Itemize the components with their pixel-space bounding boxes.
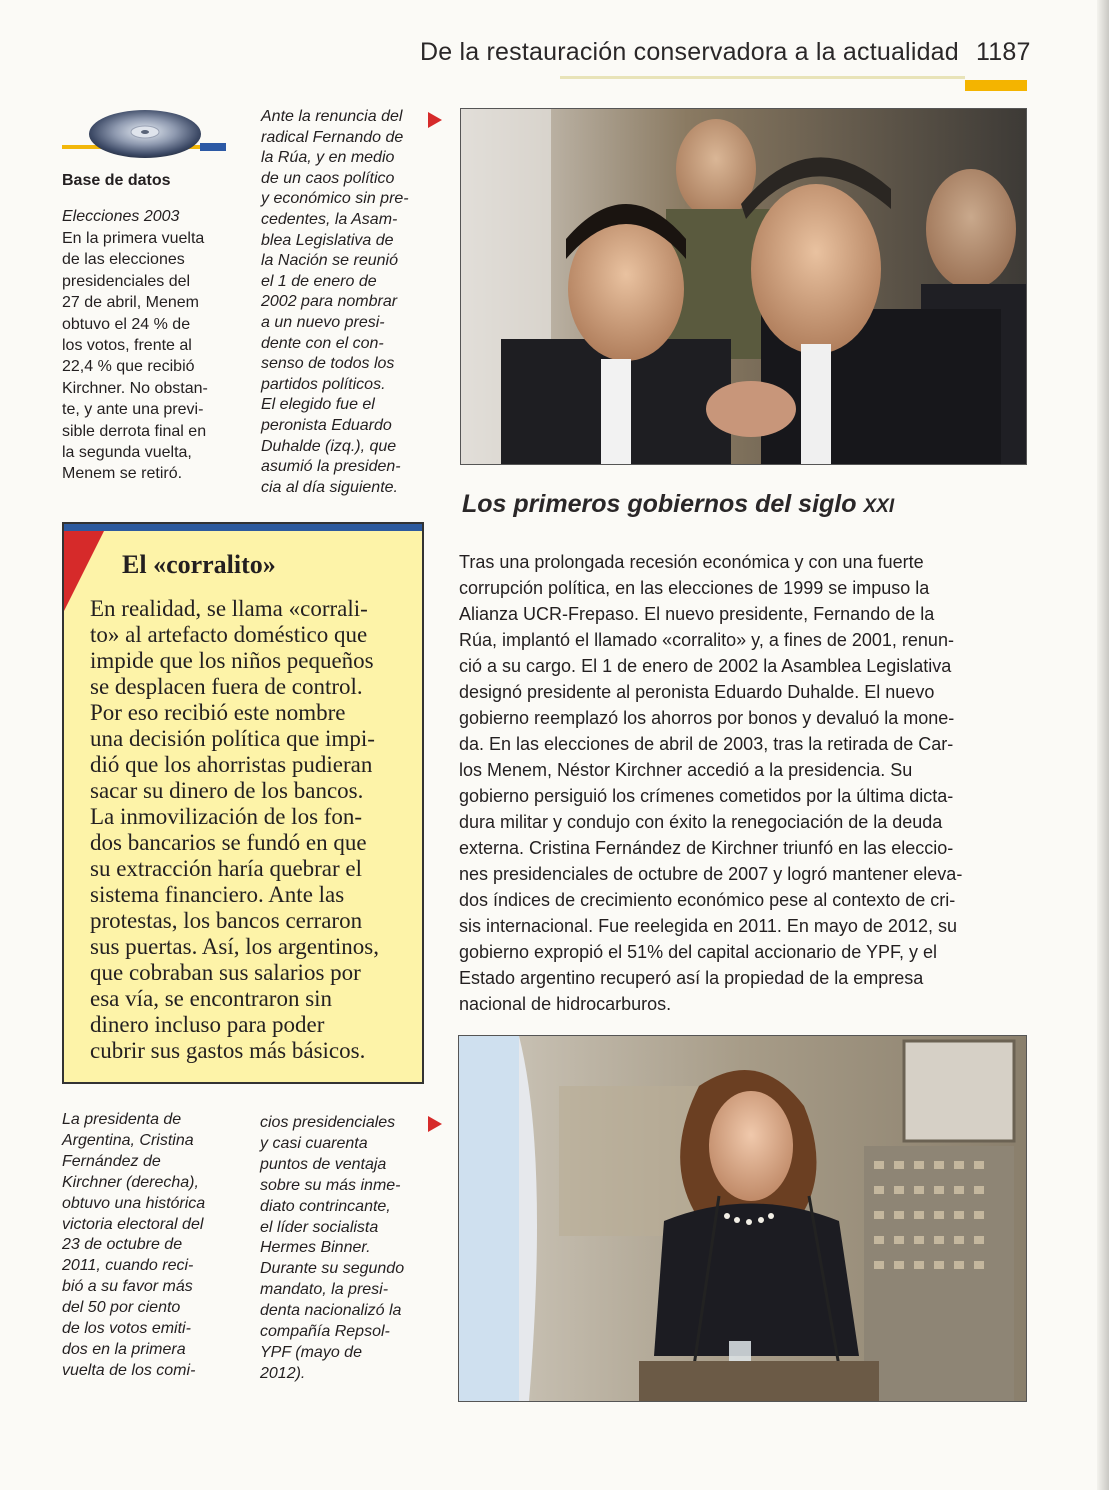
- photo-caption-top: Ante la renuncia del radical Fernando de la Rúa, y en medio de un caos político y económico sin pre- cedentes, la Asam- blea Legislativa de la Nación se reunió el 1 de enero de 2002 para nombrar a un nuevo presi- dente con el con- senso de todos los partidos políticos. El elegido fue el peronista Eduardo Duhalde (izq.), que asumió la presiden- cia al día siguiente.: [261, 108, 409, 496]
- page-edge-shadow: [1097, 0, 1109, 1490]
- sidebar-body: En la primera vuelta de las elecciones presidenciales del 27 de abril, Menem obtuvo el 24 % de los votos, frente al 22,4 % que recibió Kirchner. No obstan- te, y ante una previ- sible derrota final en la segunda vuelta, Menem se retiró.: [62, 230, 208, 483]
- photo-caption-bottom-right: cios presidenciales y casi cuarenta puntos de ventaja sobre su más inme- diato contrincante, el líder socialista Hermes Binner. Durante su segundo mandato, la presi- denta nacionalizó la compañía Repsol- YPF (mayo de 2012).: [260, 1114, 405, 1382]
- box-title: El «corralito»: [122, 550, 276, 579]
- header-rule: [560, 76, 965, 79]
- box-body: En realidad, se llama «corrali- to» al artefacto doméstico que impide que los niños pequeños se desplacen fuera de control. Por eso recibió este nombre una decisión política que impi- dió que los ahorristas pudieran sacar su dinero de los bancos. La inmovilización de los fon- dos bancarios se fundó en que su extracción haría quebrar el sistema financiero. Ante las protestas, los bancos cerraron sus puertas. Así, los argentinos, que cobraban sus salarios por esa vía, se encontraron sin dinero incluso para poder cubrir sus gastos más básicos.: [90, 596, 379, 1063]
- sidebar-subtitle: Elecciones 2003: [62, 208, 180, 225]
- header-title: De la restauración conservadora a la actualidad: [420, 38, 959, 66]
- header-accent-bar: [965, 80, 1027, 91]
- cd-icon: [85, 108, 205, 160]
- page-number: 1187: [976, 38, 1031, 66]
- corralito-box: [62, 522, 424, 1084]
- photo-cristina-speech: [458, 1035, 1027, 1402]
- photo-duhalde-illustration: [461, 109, 1026, 464]
- caption-arrow-icon: [428, 1116, 442, 1132]
- section-heading-roman: XXI: [863, 496, 895, 517]
- box-top-band: [64, 524, 422, 531]
- caption-arrow-icon: [428, 112, 442, 128]
- section-body: Tras una prolongada recesión económica y con una fuerte corrupción política, en las elecciones de 1999 se impuso la Alianza UCR-Frepaso. El nuevo presidente, Fernando de la Rúa, implantó el llamado «corralito» y, a fines de 2001, renun- ció a su cargo. El 1 de enero de 2002 la Asamblea Legislativa designó presidente al peronista Eduardo Duhalde. El nuevo gobierno reemplazó los ahorros por bonos y devaluó la mone- da. En las elecciones de abril de 2003, tras la retirada de Car- los Menem, Néstor Kirchner accedió a la presidencia. Su gobierno persiguió los crímenes cometidos por la última dicta- dura militar y condujo con éxito la renegociación de la deuda externa. Cristina Fernández de Kirchner triunfó en las eleccio- nes presidenciales de octubre de 2007 y logró mantener eleva- dos índices de crecimiento económico pese al contexto de cri- sis internacional. Fue reelegida en 2011. En mayo de 2012, su gobierno expropió el 51% del capital accionario de YPF, y el Estado argentino recuperó así la propiedad de la empresa nacional de hidrocarburos.: [459, 552, 963, 1014]
- page-header: [420, 38, 1060, 67]
- photo-caption-bottom-left: La presidenta de Argentina, Cristina Fernández de Kirchner (derecha), obtuvo una histórica victoria electoral del 23 de octubre de 2011, cuando reci- bió a su favor más del 50 por ciento de los votos emiti- dos en la primera vuelta de los comi-: [62, 1111, 206, 1379]
- photo-cristina-illustration: [459, 1036, 1026, 1401]
- sidebar-label: Base de datos: [62, 172, 171, 189]
- photo-duhalde-embrace: [460, 108, 1027, 465]
- section-heading: [462, 490, 894, 519]
- section-heading-text: Los primeros gobiernos del siglo: [462, 490, 857, 518]
